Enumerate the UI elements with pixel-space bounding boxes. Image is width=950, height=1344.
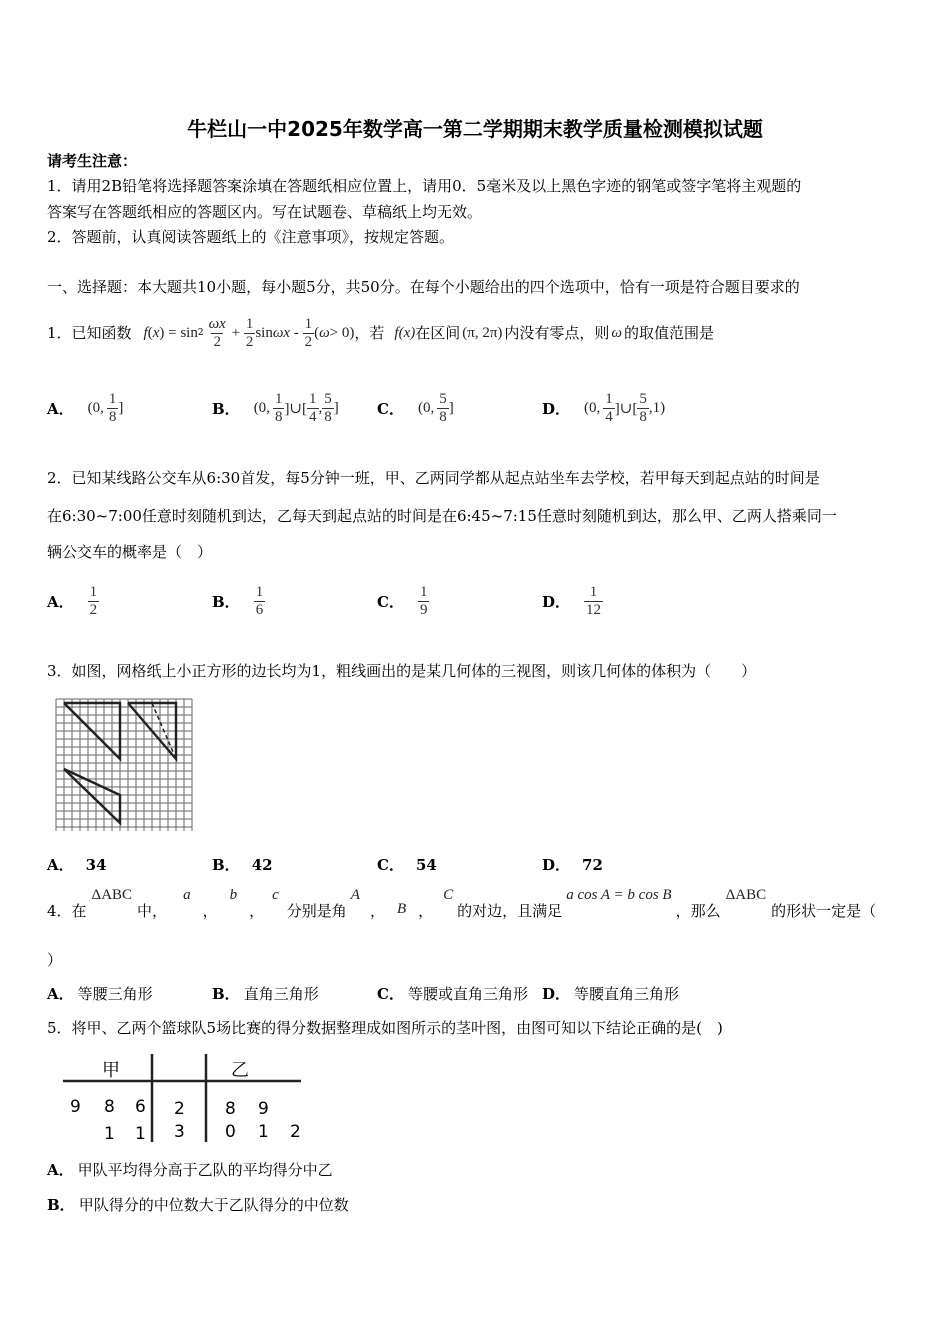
leaf-right-1-0: 0 [225, 1122, 236, 1142]
q1-prefix: 1．已知函数 [47, 324, 132, 342]
stem-leaf-left-header: 甲 [102, 1060, 120, 1081]
q1-text-4: 的取值范围是 [624, 324, 715, 342]
q5-text: 5．将甲、乙两个篮球队5场比赛的得分数据整理成如图所示的茎叶图，由图可知以下结论正确的是( ) [47, 1019, 723, 1037]
q1-fx: f(x) [394, 325, 416, 341]
q2-line-2: 在6:30~7:00任意时刻随机到达，乙每天到起点站的时间是在6:45~7:15任意时刻随机到达，那么甲、乙两人搭乘同一 [47, 507, 837, 525]
q3-option-c[interactable]: C． 54 [377, 856, 437, 874]
q4-option-c[interactable]: C． 等腰或直角三角形 [377, 985, 528, 1003]
q1-option-a[interactable]: A． ( 0, $\frac{1}{8}$ ] [47, 390, 124, 425]
leaf-left-0-1: 8 [104, 1097, 115, 1117]
q1-text-1: ，若 [354, 324, 385, 342]
q5-option-b[interactable]: B． 甲队得分的中位数大于乙队得分的中位数 [47, 1196, 349, 1214]
stem-leaf-right-header: 乙 [231, 1060, 249, 1081]
leaf-right-0-0: 8 [225, 1099, 236, 1119]
q1-interval: (π, 2π) [462, 325, 503, 341]
q2-line-1: 2．已知某线路公交车从6:30首发，每5分钟一班，甲、乙两同学都从起点站坐车去学校，若甲每天到起点站的时间是 [47, 469, 820, 487]
leaf-right-1-1: 1 [258, 1122, 269, 1142]
q4-option-d[interactable]: D． 等腰直角三角形 [542, 985, 680, 1003]
q1-function: f ( x ) = sin 2 $\frac{\omega x}{2}$ + $\frac{1}{2}$ sin ωx - $\frac{1}{2}$ ( ω > 0) [143, 315, 355, 350]
notice-line-2: 2．答题前，认真阅读答题纸上的《注意事项》，按规定答题。 [47, 228, 455, 246]
question-1 [47, 310, 714, 356]
q1-text-2: 在区间 [415, 324, 461, 342]
q4-close: ） [47, 951, 63, 969]
stem-leaf-plot [55, 1050, 310, 1146]
leaf-right-0-1: 9 [258, 1099, 269, 1119]
question-4: 4．在 ΔABC 中， a ， b ， c 分别是角 A ， B ， C 的对边，且满足 a cos A = b cos B ，那么 ΔABC 的形状一定是（ [47, 887, 877, 920]
section-heading: 一、选择题：本大题共10小题，每小题5分，共50分。在每个小题给出的四个选项中，恰有一项是符合题目要求的 [47, 278, 800, 296]
q2-line-3: 辆公交车的概率是（ ） [47, 543, 213, 561]
notice-line-1a: 1．请用2B铅笔将选择题答案涂填在答题纸相应位置上，请用0．5毫米及以上黑色字迹的钢笔或签字笔将主观题的 [47, 177, 802, 195]
notice-heading: 请考生注意： [47, 152, 138, 170]
q1-option-c[interactable]: C． (0, $\frac{5}{8}$ ] [377, 390, 454, 425]
q3-option-b[interactable]: B． 42 [212, 856, 273, 874]
q1-option-b[interactable]: B． (0, $\frac{1}{8}$ ]∪[ $\frac{1}{4}$ , $\frac{5}{8}$ ] [212, 390, 339, 425]
stem-0: 2 [174, 1099, 185, 1119]
q1-text-3: 内没有零点，则 [504, 324, 610, 342]
three-view-figure [52, 695, 194, 833]
leaf-left-0-2: 6 [135, 1097, 146, 1117]
notice-line-1b: 答案写在答题纸相应的答题区内。写在试题卷、草稿纸上均无效。 [47, 203, 483, 221]
q3-text: 3．如图，网格纸上小正方形的边长均为1，粗线画出的是某几何体的三视图，则该几何体的体积为（ ） [47, 662, 757, 680]
leaf-left-1-1: 1 [135, 1124, 146, 1144]
leaf-left-1-0: 1 [104, 1124, 115, 1144]
q5-option-a[interactable]: A． 甲队平均得分高于乙队的平均得分中乙 [47, 1161, 333, 1179]
q2-option-a[interactable]: A． $\frac{1}{2}$ [47, 583, 98, 618]
leaf-left-0-0: 9 [70, 1097, 81, 1117]
q3-option-a[interactable]: A． 34 [47, 856, 107, 874]
q1-option-d[interactable]: D． (0, $\frac{1}{4}$ ]∪[ $\frac{5}{8}$ ,1) [542, 390, 666, 425]
q4-option-a[interactable]: A． 等腰三角形 [47, 985, 153, 1003]
q2-option-c[interactable]: C． $\frac{1}{9}$ [377, 583, 428, 618]
page-title: 牛栏山一中2025年数学高一第二学期期末教学质量检测模拟试题 [187, 117, 763, 141]
q1-omega: ω [611, 325, 622, 341]
stem-1: 3 [174, 1122, 185, 1142]
q3-option-d[interactable]: D． 72 [542, 856, 603, 874]
q2-option-b[interactable]: B． $\frac{1}{6}$ [212, 583, 264, 618]
leaf-right-1-2: 2 [290, 1122, 301, 1142]
q4-option-b[interactable]: B． 直角三角形 [212, 985, 319, 1003]
q2-option-d[interactable]: D． $\frac{1}{12}$ [542, 583, 602, 618]
